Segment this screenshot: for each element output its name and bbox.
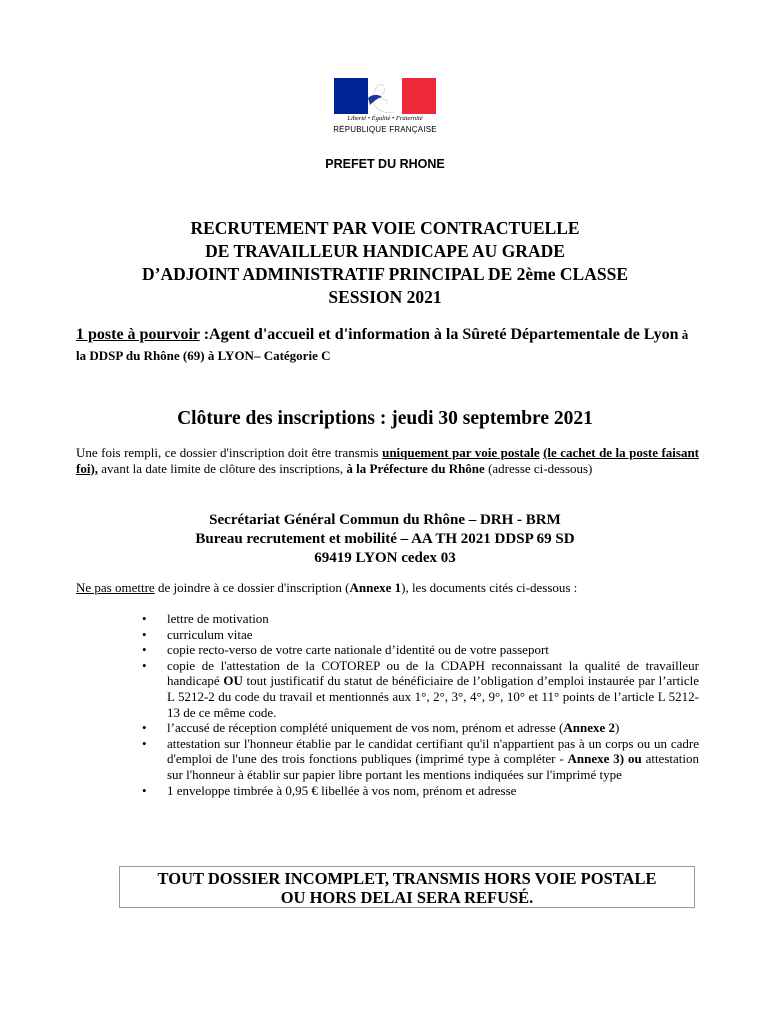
list-item-text: copie de l'attestation de la COTOREP ou de la CDAPH reconnaissant la qualité de travailleur handicapé xyxy=(167,657,699,689)
job-posting-detail: à la DDSP du Rhône (69) à LYON– Catégorie C xyxy=(76,327,689,363)
title-line-1: RECRUTEMENT PAR VOIE CONTRACTUELLE xyxy=(190,218,580,238)
marianne-logo xyxy=(332,78,438,140)
instructions-text: Une fois rempli, ce dossier d'inscription doit être transmis xyxy=(76,445,383,460)
address-line-2: Bureau recrutement et mobilité – AA TH 2021 DDSP 69 SD xyxy=(195,531,575,547)
instructions-postal-emphasis: uniquement par voie postale xyxy=(382,445,540,460)
list-item xyxy=(76,783,699,799)
list-item-text: attestation sur l'honneur établie par le candidat certifiant qu'il n'appartient pas à un corps ou un cadre d'emploi de l'une des trois fonctions publiques (imprimé type à compléter - xyxy=(167,735,699,767)
list-item xyxy=(76,658,699,720)
list-item xyxy=(76,611,699,627)
list-item-emphasis: ou xyxy=(624,751,642,767)
list-item-text: copie recto-verso de votre carte nationale d’identité ou de votre passeport xyxy=(167,642,549,658)
instructions-text: avant la date limite de clôture des inscriptions, xyxy=(98,461,347,476)
mailing-address xyxy=(0,511,770,568)
job-posting xyxy=(76,324,700,366)
address-line-1: Secrétariat Général Commun du Rhône – DRH - BRM xyxy=(209,512,561,528)
list-item xyxy=(76,627,699,643)
attachments-intro xyxy=(76,580,699,596)
documents-list xyxy=(76,611,699,798)
instructions-text: (adresse ci-dessous) xyxy=(484,461,593,476)
warning-line-2: OU HORS DELAI SERA REFUSÉ. xyxy=(280,888,534,907)
list-item-emphasis: OU xyxy=(223,673,243,689)
list-item-text: ) xyxy=(615,720,620,736)
address-line-3: 69419 LYON cedex 03 xyxy=(314,550,456,566)
attachments-intro-text: de joindre à ce dossier d'inscription ( xyxy=(154,580,350,595)
job-posting-label: 1 poste à pourvoir xyxy=(76,326,200,343)
marianne-flag-icon xyxy=(334,78,436,114)
annexe-reference: Annexe 1 xyxy=(349,580,402,595)
closing-date: Clôture des inscriptions : jeudi 30 septembre 2021 xyxy=(177,408,593,429)
title-line-2: DE TRAVAILLEUR HANDICAPE AU GRADE xyxy=(205,241,565,261)
list-item-text: tout justificatif du statut de bénéficiaire de l’obligation d’emploi instaurée par l’article L 5212-2 du code du travail et mentionnés aux 1°, 2°, 3°, 4°, 9°, 10° et 11° points de l’article L 5212-13 de ce même code. xyxy=(167,673,699,720)
title-line-3: D’ADJOINT ADMINISTRATIF PRINCIPAL DE 2ème CLASSE xyxy=(142,264,628,284)
instructions-paragraph xyxy=(76,445,699,477)
title-line-4: SESSION 2021 xyxy=(328,287,442,307)
attachments-intro-label: Ne pas omettre xyxy=(76,580,155,595)
list-item-emphasis: Annexe 3) xyxy=(567,751,625,767)
list-item-emphasis: Annexe 2 xyxy=(563,720,615,736)
instructions-prefecture-emphasis: à la Préfecture du Rhône xyxy=(346,461,485,476)
list-item xyxy=(76,642,699,658)
republic-name: RÉPUBLIQUE FRANÇAISE xyxy=(333,125,437,134)
list-item xyxy=(76,720,699,736)
list-item xyxy=(76,736,699,783)
list-item-text: curriculum vitae xyxy=(167,626,253,642)
prefecture-name: PREFET DU RHONE xyxy=(325,157,445,171)
instructions-postmark-emphasis: (le cachet de la poste faisant foi), xyxy=(76,445,700,476)
list-item-text: attestation sur l'honneur à établir sur papier libre portant les mentions indiquées sur l'imprimé type xyxy=(167,751,699,782)
job-posting-title: :Agent d'accueil et d'information à la Sûreté Départementale de Lyon xyxy=(199,326,679,343)
list-item-text: l’accusé de réception complété uniquement de vos nom, prénom et adresse ( xyxy=(167,720,564,736)
republic-motto: Liberté • Égalité • Fraternité xyxy=(347,115,423,122)
warning-line-1: TOUT DOSSIER INCOMPLET, TRANSMIS HORS VOIE POSTALE xyxy=(157,869,657,888)
rejection-warning-box xyxy=(119,866,695,908)
list-item-text: 1 enveloppe timbrée à 0,95 € libellée à vos nom, prénom et adresse xyxy=(167,782,517,798)
attachments-intro-text: ), les documents cités ci-dessous : xyxy=(401,580,578,595)
list-item-text: lettre de motivation xyxy=(167,611,269,626)
document-title xyxy=(100,217,670,309)
